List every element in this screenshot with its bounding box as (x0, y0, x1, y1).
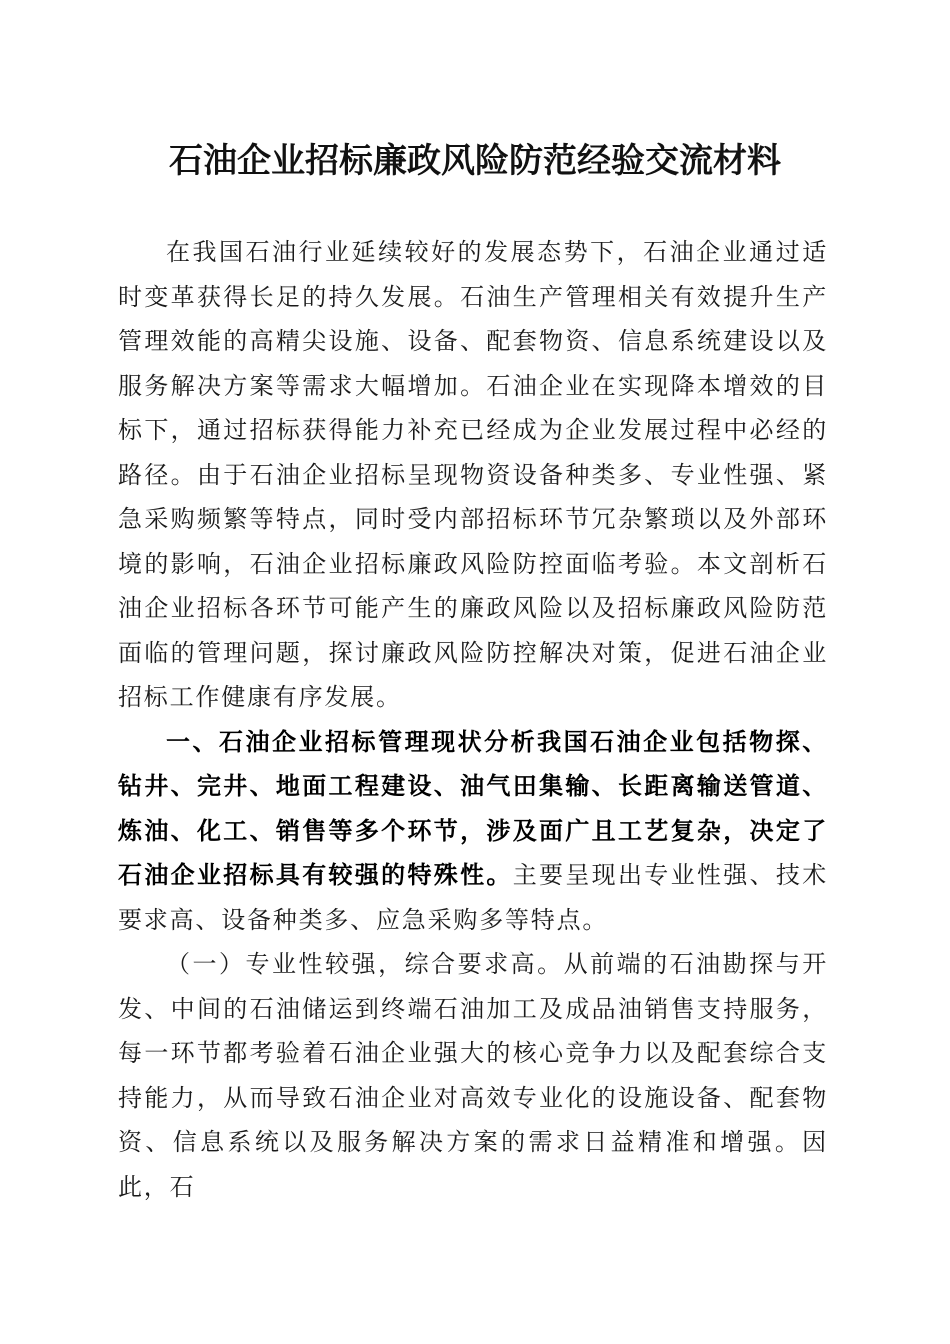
paragraph-section-one (118, 720, 828, 943)
document-body (118, 230, 828, 1209)
section-one-heading: 一、石油企业招标管理现状分析我国石油企业包括物探、钻井、完井、地面工程建设、油气田集输、长距离输送管道、炼油、化工、销售等多个环节，涉及面广且工艺复杂，决定了石油企业招标具有较强的特殊性。 (118, 727, 828, 889)
paragraph-intro (118, 230, 828, 720)
paragraph-subsection-one (118, 942, 828, 1209)
subsection-one-text: （一）专业性较强，综合要求高。从前端的石油勘探与开发、中间的石油储运到终端石油加工及成品油销售支持服务，每一环节都考验着石油企业强大的核心竞争力以及配套综合支持能力，从而导致石油企业对高效专业化的设施设备、配套物资、信息系统以及服务解决方案的需求日益精准和增强。因此，石 (118, 950, 828, 1201)
paragraph-intro-text: 在我国石油行业延续较好的发展态势下，石油企业通过适时变革获得长足的持久发展。石油生产管理相关有效提升生产管理效能的高精尖设施、设备、配套物资、信息系统建设以及服务解决方案等需求大幅增加。石油企业在实现降本增效的目标下，通过招标获得能力补充已经成为企业发展过程中必经的路径。由于石油企业招标呈现物资设备种类多、专业性强、紧急采购频繁等特点，同时受内部招标环节冗杂繁琐以及外部环境的影响，石油企业招标廉政风险防控面临考验。本文剖析石油企业招标各环节可能产生的廉政风险以及招标廉政风险防范面临的管理问题，探讨廉政风险防控解决对策，促进石油企业招标工作健康有序发展。 (118, 238, 828, 711)
document-title: 石油企业招标廉政风险防范经验交流材料 (169, 141, 781, 181)
section-one-text: 主要呈现出专业性强、技术要求高、设备种类多、应急采购多等特点。 (118, 861, 828, 934)
